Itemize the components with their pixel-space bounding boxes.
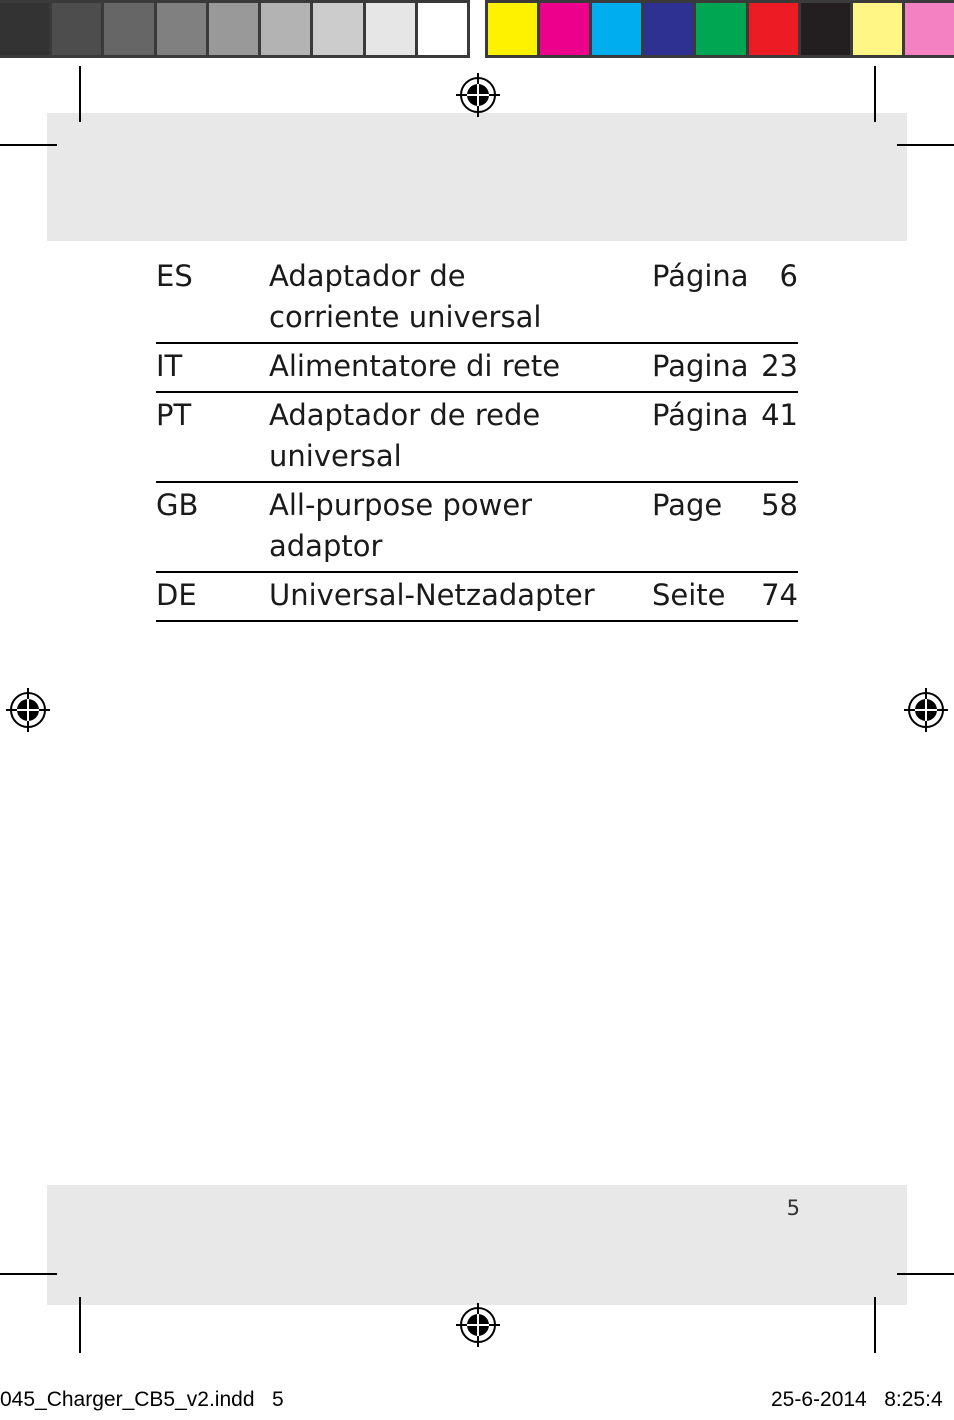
section-title: Universal-Netzadapter <box>269 578 595 612</box>
registration-mark-icon <box>456 73 500 117</box>
black-swatch <box>798 0 850 58</box>
language-code: DE <box>156 578 197 612</box>
page-label: Page <box>652 488 723 522</box>
gray-swatch <box>154 0 206 58</box>
gray-swatch <box>310 0 362 58</box>
gray-swatch <box>0 0 49 58</box>
folio-page-number: 5 <box>786 1196 800 1220</box>
crop-mark <box>0 144 57 146</box>
pink-swatch <box>902 0 954 58</box>
gray-swatch <box>415 0 470 58</box>
language-code: PT <box>156 398 192 432</box>
toc-row[interactable] <box>156 483 798 573</box>
crop-mark <box>79 66 81 122</box>
grayscale-swatch-bar <box>0 0 470 57</box>
section-title: Alimentatore di rete <box>269 349 561 383</box>
red-swatch <box>746 0 798 58</box>
page-number: 23 <box>761 349 798 383</box>
crop-mark <box>0 1273 57 1275</box>
section-title: All-purpose power adaptor <box>269 488 533 563</box>
page-label: Pagina <box>652 349 749 383</box>
page-label: Seite <box>652 578 726 612</box>
page-number: 58 <box>761 488 798 522</box>
light-yellow-swatch <box>850 0 902 58</box>
table-of-contents <box>156 256 798 622</box>
toc-row[interactable] <box>156 393 798 483</box>
gray-swatch <box>49 0 101 58</box>
toc-row[interactable] <box>156 573 798 622</box>
cyan-swatch <box>589 0 641 58</box>
registration-mark-icon <box>6 688 50 732</box>
language-code: IT <box>156 349 183 383</box>
crop-mark <box>874 1297 876 1353</box>
page-label: Página <box>652 398 749 432</box>
magenta-swatch <box>537 0 589 58</box>
language-code: ES <box>156 259 193 293</box>
gray-swatch <box>258 0 310 58</box>
toc-row[interactable] <box>156 344 798 393</box>
page-label: Página <box>652 259 749 293</box>
registration-mark-icon <box>904 688 948 732</box>
section-title: Adaptador de rede universal <box>269 398 541 473</box>
crop-mark <box>897 144 954 146</box>
header-band <box>47 113 907 241</box>
crop-mark <box>79 1297 81 1353</box>
gray-swatch <box>363 0 415 58</box>
page-number: 41 <box>761 398 798 432</box>
green-swatch <box>693 0 745 58</box>
slug-filename: 045_Charger_CB5_v2.indd 5 <box>0 1388 284 1411</box>
section-title: Adaptador de corriente universal <box>269 259 542 334</box>
crop-mark <box>874 66 876 122</box>
gray-swatch <box>101 0 153 58</box>
color-swatch-bar <box>485 0 954 57</box>
blue-swatch <box>641 0 693 58</box>
language-code: GB <box>156 488 199 522</box>
gray-swatch <box>206 0 258 58</box>
toc-row[interactable] <box>156 256 798 344</box>
registration-mark-icon <box>456 1303 500 1347</box>
yellow-swatch <box>485 0 537 58</box>
page-number: 6 <box>779 259 798 293</box>
crop-mark <box>897 1273 954 1275</box>
slug-datetime: 25-6-2014 8:25:4 <box>771 1388 943 1411</box>
page-number: 74 <box>761 578 798 612</box>
